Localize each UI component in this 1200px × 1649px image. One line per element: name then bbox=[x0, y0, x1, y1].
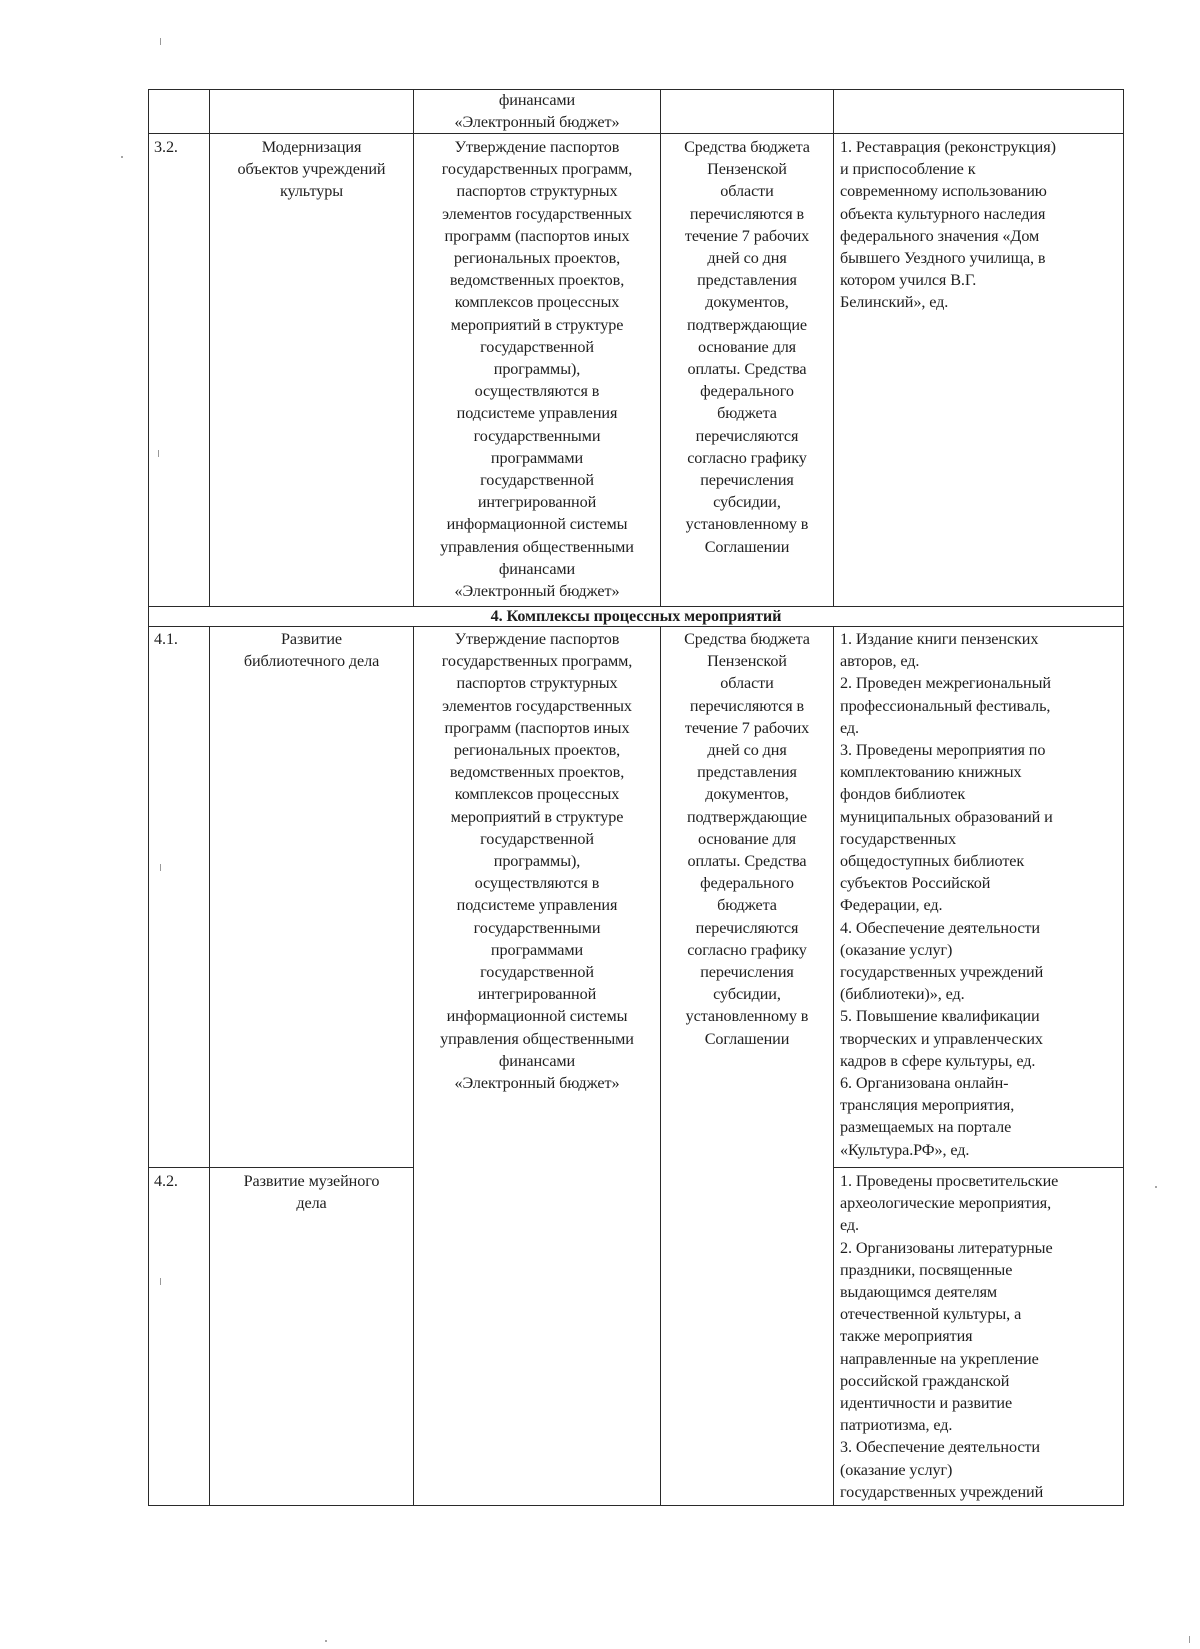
program-table bbox=[148, 89, 1124, 1506]
scan-mark bbox=[158, 450, 159, 457]
column-divider-4b bbox=[833, 626, 834, 1506]
scan-speck bbox=[325, 1640, 327, 1642]
cell-funding: Средства бюджета Пензенской области перечисляются в течение 7 рабочих дней со дня представления документов, подтверждающие основание для оплаты. Средства федерального бюджета перечисляются согласно графику перечисления субсидии, установленному в Соглашении bbox=[684, 138, 810, 556]
cell-event-name: Развитие библиотечного дела bbox=[243, 630, 380, 671]
table-border-left bbox=[148, 89, 149, 1506]
column-divider-4 bbox=[833, 89, 834, 606]
cell-number: 4.1. bbox=[154, 630, 178, 648]
column-divider-1b bbox=[209, 626, 210, 1506]
scan-mark bbox=[1189, 1636, 1190, 1643]
cell-results: 1. Издание книги пензенских авторов, ед. 2. Проведен межрегиональный профессиональный фестиваль, ед. 3. Проведены мероприятия по комплектованию книжных фондов библиотек муниципальных образований и государственных общедоступных библиотек субъектов Российской Федерации, ед. 4. Обеспечение деятельности (оказание услуг) государственных учреждений (библиотеки)», ед. 5. Повышение квалификации творческих и управленческих кадров в сфере культуры, ед. 6. Организована онлайн- трансляция мероприятия, размещаемых на портале «Культура.РФ», ед. bbox=[840, 630, 1053, 1159]
cell-number: 3.2. bbox=[154, 138, 178, 156]
cell-results: 1. Проведены просветительские археологические мероприятия, ед. 2. Организованы литературные праздники, посвященные выдающимся деятелям отечественной культуры, а также мероприятия направленные на укрепление российской гражданской идентичности и развитие патриотизма, ед. 3. Обеспечение деятельности (оказание услуг) государственных учреждений bbox=[840, 1172, 1059, 1501]
cell-procedure: Утверждение паспортов государственных программ, паспортов структурных элементов государственных программ (паспортов иных региональных проектов, ведомственных проектов, комплексов процессных мероприятий в структуре государственной программы), осуществляются в подсистеме управления государственными программами государственной интегрированной информационной системы управления общественными финансами «Электронный бюджет» bbox=[440, 630, 634, 1093]
cell-funding: Средства бюджета Пензенской области перечисляются в течение 7 рабочих дней со дня представления документов, подтверждающие основание для оплаты. Средства федерального бюджета перечисляются согласно графику перечисления субсидии, установленному в Соглашении bbox=[684, 630, 810, 1048]
scan-speck bbox=[1155, 1186, 1157, 1188]
scan-mark bbox=[160, 864, 161, 871]
scan-speck bbox=[121, 156, 123, 158]
scan-mark bbox=[160, 38, 161, 45]
section-heading: 4. Комплексы процессных мероприятий bbox=[490, 607, 782, 625]
cell-procedure: Утверждение паспортов государственных программ, паспортов структурных элементов государственных программ (паспортов иных региональных проектов, ведомственных проектов, комплексов процессных мероприятий в структуре государственной программы), осуществляются в подсистеме управления государственными программами государственной интегрированной информационной системы управления общественными финансами «Электронный бюджет» bbox=[440, 138, 634, 601]
row-divider-4b bbox=[833, 1167, 1124, 1168]
row-divider-4a bbox=[148, 1167, 414, 1168]
cell-results: 1. Реставрация (реконструкция) и приспособление к современному использованию объекта культурного наследия федерального значения «Дом бывшего Уездного училища, в котором учился В.Г. Белинский», ед. bbox=[840, 138, 1056, 312]
cell-event-name: Модернизация объектов учреждений культуры bbox=[237, 138, 386, 201]
scan-mark bbox=[160, 1278, 161, 1285]
table-border-right bbox=[1123, 89, 1124, 1506]
table-border-bottom bbox=[148, 1505, 1124, 1506]
cell-number: 4.2. bbox=[154, 1172, 178, 1190]
cell-event-name: Развитие музейного дела bbox=[243, 1172, 380, 1213]
cell-procedure-cont: финансами «Электронный бюджет» bbox=[454, 91, 620, 132]
